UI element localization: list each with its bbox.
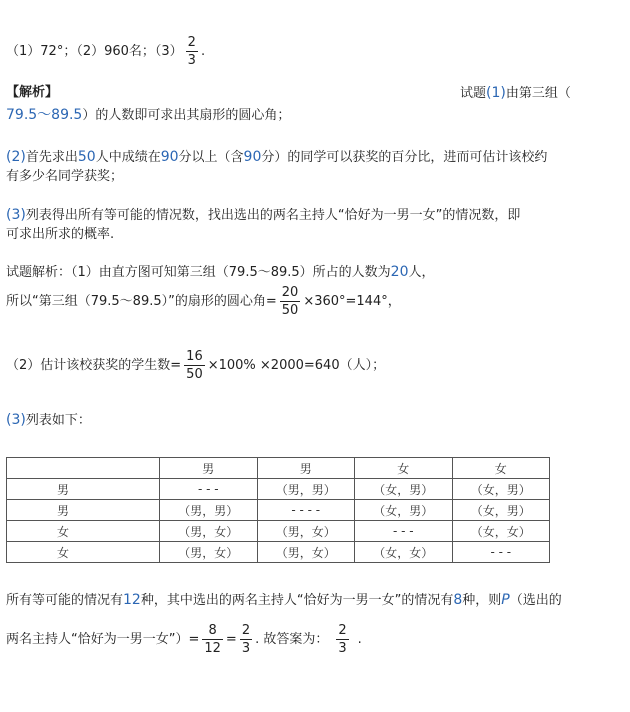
table-cell: 男 xyxy=(7,479,160,500)
table-cell: （男，女） xyxy=(257,521,355,542)
table-cell: - - - xyxy=(452,542,550,563)
table-cell: （女，男） xyxy=(355,500,453,521)
analysis-part-2-cont: 有多少名同学获奖； xyxy=(6,169,124,184)
table-cell: （女，男） xyxy=(355,479,453,500)
probability-simplified-fraction: $\frac{2}{3}$ xyxy=(241,623,251,656)
table-cell: 男 xyxy=(7,500,160,521)
final-answer-fraction: $\frac{2}{3}$ xyxy=(338,623,347,656)
table-cell: （女，女） xyxy=(452,521,550,542)
conclusion-line-1: 所有等可能的情况有12种，其中选出的两名主持人“恰好为一男一女”的情况有8种，则P（选出的 xyxy=(6,592,562,608)
table-cell: 男 xyxy=(160,458,258,479)
outcome-table xyxy=(6,457,550,563)
table-cell: 男 xyxy=(257,458,355,479)
analysis-part-3-cont: 可求出所求的概率. xyxy=(6,227,115,242)
table-cell: - - - xyxy=(355,521,453,542)
analysis-part-2: (2)首先求出50人中成绩在90分以上（含90分）的同学可以获奖的百分比，进而可估计该校约 xyxy=(6,149,548,165)
table-cell: - - - xyxy=(160,479,258,500)
solution-step-3: (3)列表如下： xyxy=(6,412,91,428)
table-cell: （男，男） xyxy=(160,500,258,521)
winners-fraction: $\frac{16}{50}$ xyxy=(186,349,203,382)
solution-step-1: 试题解析：（1）由直方图可知第三组（79.5～89.5）所占的人数为20人， xyxy=(6,264,435,280)
angle-fraction: $\frac{20}{50}$ xyxy=(281,285,299,318)
table-cell: （女，男） xyxy=(452,479,550,500)
table-cell: （女，女） xyxy=(355,542,453,563)
analysis-intro-cont: 79.5～89.5）的人数即可求出其扇形的圆心角； xyxy=(6,107,291,123)
table-cell: （女，男） xyxy=(452,500,550,521)
table-cell xyxy=(7,458,160,479)
table-cell: - - - - xyxy=(257,500,355,521)
table-cell: （男，女） xyxy=(160,521,258,542)
table-row xyxy=(7,521,550,542)
table-row xyxy=(7,479,550,500)
solution-step-1-angle: 所以“第三组（79.5～89.5）”的扇形的圆心角= $\frac{20}{50}$ ×360°=144°， xyxy=(6,285,401,318)
table-cell: 女 xyxy=(452,458,550,479)
conclusion-line-2: 两名主持人“恰好为一男一女”）= $\frac{8}{12}$ = $\frac{2}{3}$ . 故答案为： $\frac{2}{3}$ . xyxy=(6,623,362,656)
answer-text: （1）72°；（2）960名；（3） xyxy=(6,44,183,59)
probability-fraction: $\frac{8}{12}$ xyxy=(204,623,221,656)
table-header-row xyxy=(7,458,550,479)
answer-fraction: $\frac{2}{3}$ xyxy=(187,35,196,68)
table-row xyxy=(7,500,550,521)
table-cell: 女 xyxy=(355,458,453,479)
table-row xyxy=(7,542,550,563)
table-cell: （男，男） xyxy=(257,479,355,500)
table-cell: （男，女） xyxy=(257,542,355,563)
analysis-label: 【解析】 xyxy=(6,85,59,100)
analysis-part-3: (3)列表得出所有等可能的情况数，找出选出的两名主持人“恰好为一男一女”的情况数，即 xyxy=(6,207,521,223)
solution-step-2: （2）估计该校获奖的学生数= $\frac{16}{50}$ ×100% ×2000=640（人）； xyxy=(6,349,386,382)
table-cell: 女 xyxy=(7,521,160,542)
table-cell: （男，女） xyxy=(160,542,258,563)
analysis-intro: 试题(1)由第三组（ xyxy=(460,85,571,101)
answer-line: （1）72°；（2）960名；（3） $\frac{2}{3}$ . xyxy=(6,35,206,68)
table-cell: 女 xyxy=(7,542,160,563)
